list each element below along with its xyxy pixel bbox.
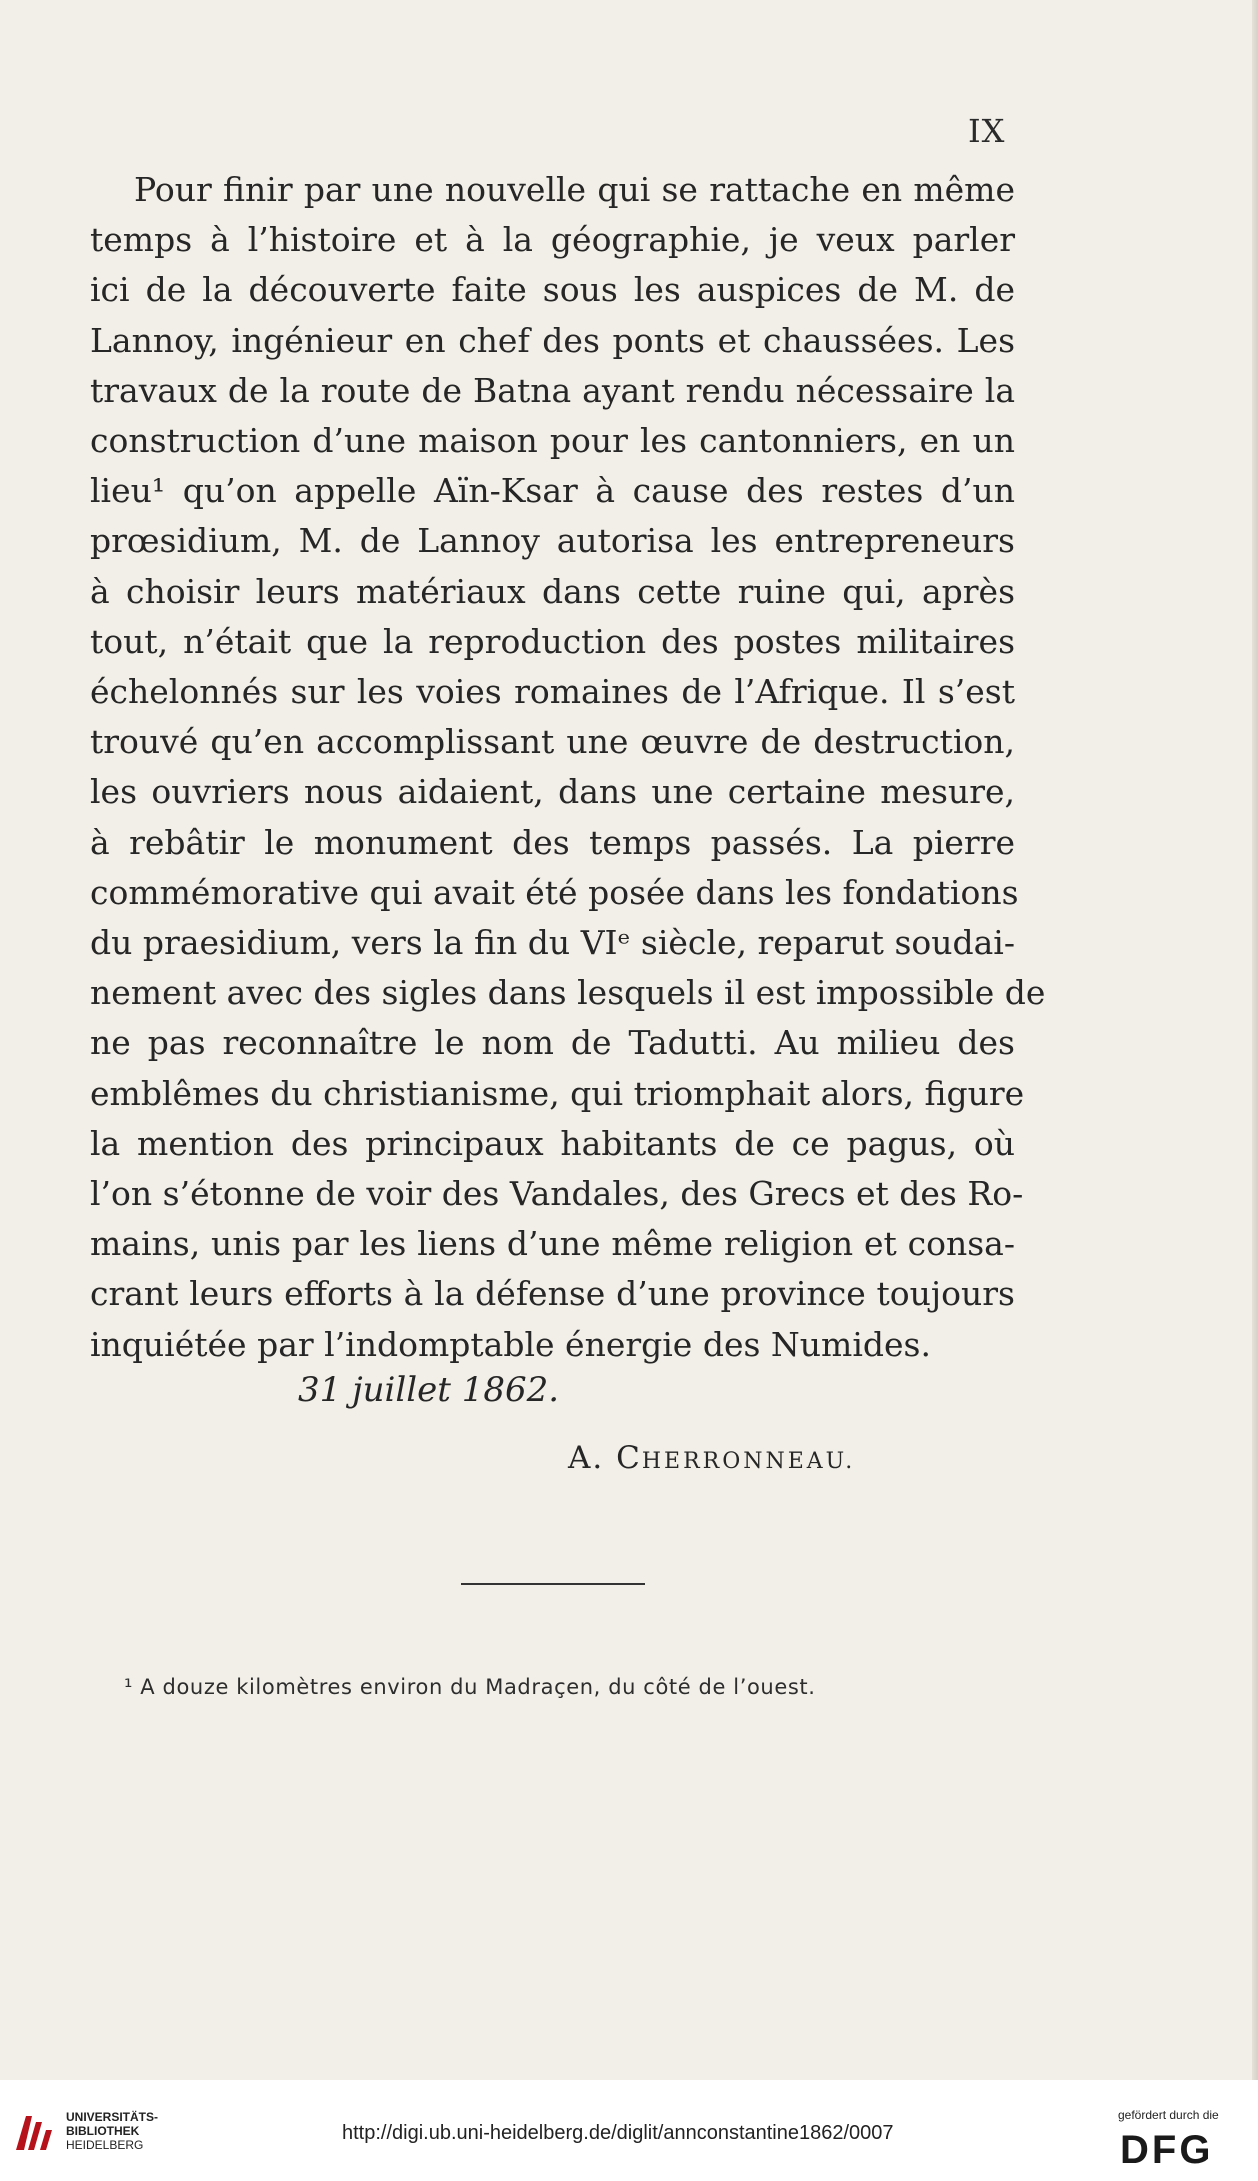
text-line: l’on s’étonne de voir des Vandales, des Grecs et des Ro-	[90, 1174, 1024, 1214]
page-edge	[1252, 0, 1258, 2080]
signature-initial: A. C	[568, 1440, 642, 1476]
text-line: nement avec des sigles dans lesquels il est impossible de	[90, 973, 1046, 1013]
text-line: construction d’une maison pour les cantonniers, en un	[90, 421, 1015, 461]
library-name	[66, 2110, 158, 2152]
heidelberg-library-logo-icon	[12, 2110, 58, 2156]
text-line: temps à l’histoire et à la géographie, je veux parler	[90, 220, 1015, 260]
text-line: trouvé qu’en accomplissant une œuvre de destruction,	[90, 722, 1015, 762]
text-line: Lannoy, ingénieur en chef des ponts et chaussées. Les	[90, 320, 1015, 360]
text-line: commémorative qui avait été posée dans les fondations	[90, 872, 1019, 912]
page-number: IX	[968, 112, 1006, 150]
author-signature	[568, 1440, 855, 1476]
text-line: les ouvriers nous aidaient, dans une certaine mesure,	[90, 772, 1015, 812]
text-line: crant leurs efforts à la défense d’une province toujours	[90, 1274, 1015, 1314]
viewer-footer	[0, 2080, 1258, 2181]
library-name-line: BIBLIOTHEK	[66, 2124, 140, 2138]
text-line: à choisir leurs matériaux dans cette ruine qui, après	[90, 571, 1015, 611]
text-line: à rebâtir le monument des temps passés. La pierre	[90, 822, 1015, 862]
footnote-divider	[461, 1583, 645, 1585]
text-line: ne pas reconnaître le nom de Tadutti. Au milieu des	[90, 1023, 1015, 1063]
text-line: tout, n’était que la reproduction des postes militaires	[90, 621, 1015, 661]
text-line: la mention des principaux habitants de ce pagus, où	[90, 1123, 1015, 1163]
text-line: ici de la découverte faite sous les auspices de M. de	[90, 270, 1015, 310]
date-line: 31 juillet 1862.	[298, 1370, 560, 1410]
library-name-line: HEIDELBERG	[66, 2138, 144, 2152]
text-line: prœsidium, M. de Lannoy autorisa les entrepreneurs	[90, 521, 1015, 561]
text-line: emblêmes du christianisme, qui triomphait alors, figure	[90, 1073, 1025, 1113]
sponsor-caption: gefördert durch die	[1118, 2108, 1219, 2122]
signature-surname: HERRONNEAU.	[641, 1449, 856, 1474]
text-line: Pour finir par une nouvelle qui se rattache en même	[134, 170, 1015, 209]
body-paragraph	[90, 165, 1046, 1370]
text-line: du praesidium, vers la fin du VIᵉ siècle, reparut soudai-	[90, 923, 1015, 963]
text-line: échelonnés sur les voies romaines de l’Afrique. Il s’est	[90, 672, 1015, 712]
footnote: ¹ A douze kilomètres environ du Madraçen, du côté de l’ouest.	[124, 1675, 816, 1699]
permalink-url[interactable]: http://digi.ub.uni-heidelberg.de/diglit/annconstantine1862/0007	[342, 2122, 894, 2144]
text-line: travaux de la route de Batna ayant rendu nécessaire la	[90, 370, 1015, 410]
library-name-line: UNIVERSITÄTS-	[66, 2110, 159, 2124]
text-line: lieu¹ qu’on appelle Aïn-Ksar à cause des restes d’un	[90, 471, 1015, 511]
text-line: inquiétée par l’indomptable énergie des Numides.	[90, 1324, 931, 1364]
text-line: mains, unis par les liens d’une même religion et consa-	[90, 1224, 1015, 1264]
dfg-logo: DFG	[1120, 2128, 1214, 2172]
